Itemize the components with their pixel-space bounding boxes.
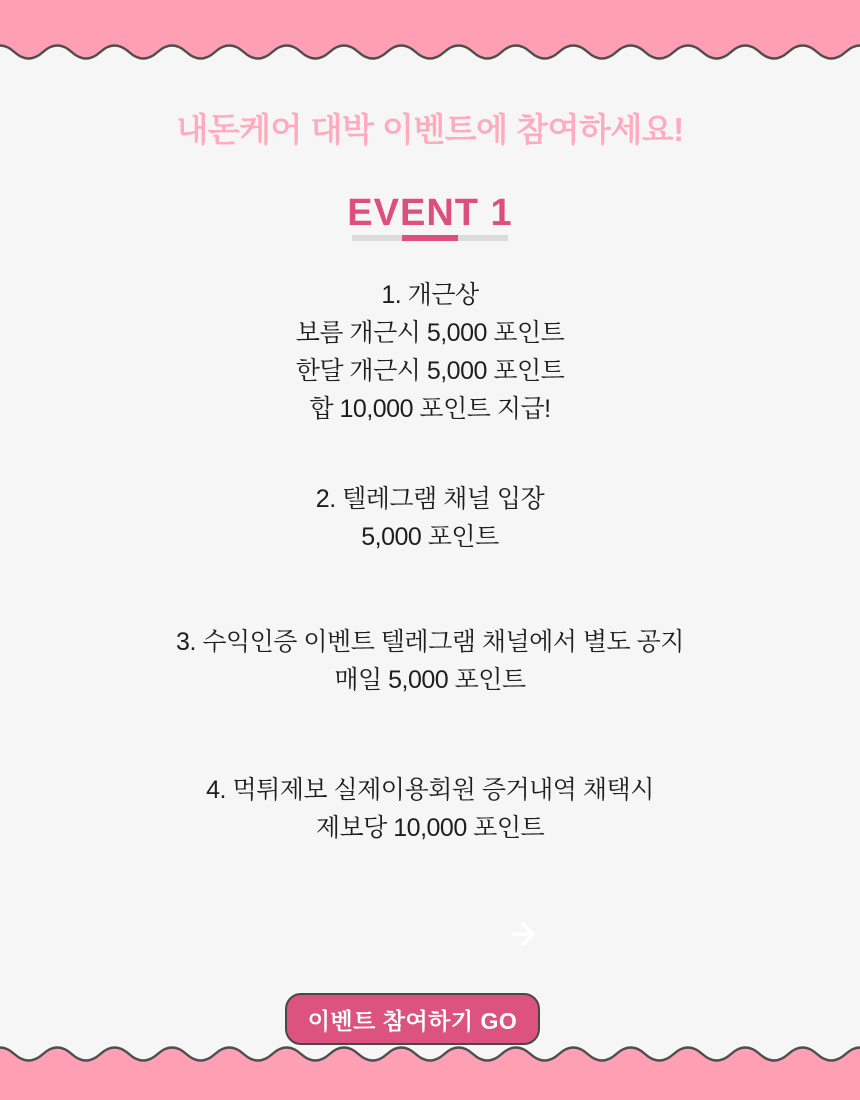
event-item-line: 매일 5,000 포인트	[334, 666, 526, 694]
event-item-1	[0, 276, 860, 428]
event-item-line: 5,000 포인트	[361, 523, 499, 551]
event-item-line: 제보당 10,000 포인트	[315, 814, 545, 842]
heading-underline-accent	[402, 235, 458, 241]
event-item-line: 1. 개근상	[381, 281, 479, 309]
bottom-wavy-border	[0, 1030, 860, 1100]
join-event-button[interactable]: 이벤트 참여하기 GO	[285, 993, 540, 1045]
event-item-4	[0, 771, 860, 847]
event-item-line: 한달 개근시 5,000 포인트	[295, 357, 565, 385]
next-arrow-icon[interactable]	[509, 919, 539, 949]
heading-underline	[352, 235, 508, 241]
event-item-line: 2. 텔레그램 채널 입장	[315, 485, 545, 513]
event-heading: EVENT 1	[347, 192, 513, 234]
event-item-line: 4. 먹튀제보 실제이용회원 증거내역 채택시	[206, 776, 654, 804]
event-item-3	[0, 623, 860, 699]
event-item-line: 보름 개근시 5,000 포인트	[295, 319, 565, 347]
event-item-line: 3. 수익인증 이벤트 텔레그램 채널에서 별도 공지	[176, 628, 684, 656]
event-item-line: 합 10,000 포인트 지급!	[309, 395, 551, 423]
top-wavy-border	[0, 0, 860, 70]
event-item-2	[0, 480, 860, 556]
page-title: 내돈케어 대박 이벤트에 참여하세요!	[176, 111, 684, 148]
